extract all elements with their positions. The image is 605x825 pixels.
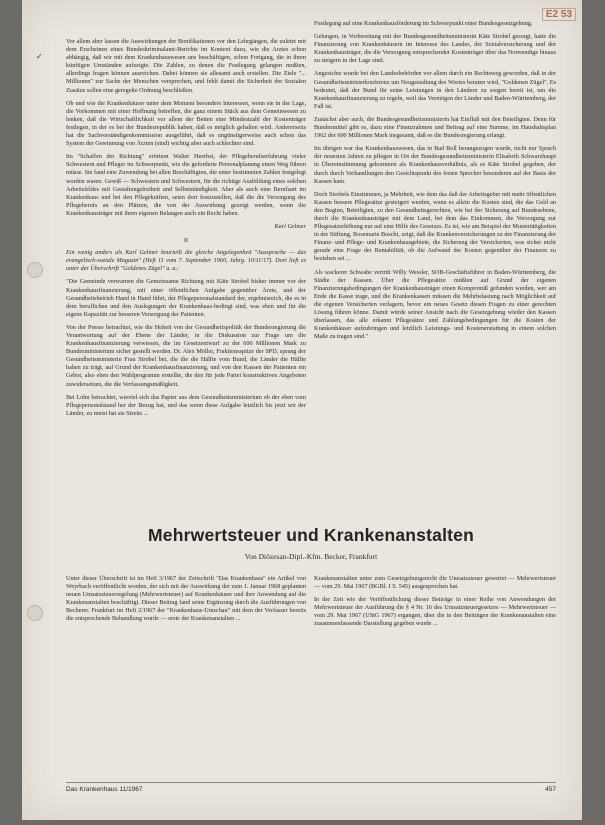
paragraph: Bei Lohn betrachtet, wieviel sich das Papier aus dem Gesundheitsministerium ob der eben vom Pflegepersonalstand her der Bezug hat, und das wenn diese Aufgabe letztlich bis jetzt wir der Länder, zu meist hat sie Streits ...	[66, 393, 306, 417]
paragraph: Vor allem aber lassen die Auswirkungen der Bonifikationen vor den Lehrgängen, die zuletzt mit dem Erscheinen eines Bundeskriminalamt-Berichts im Kontext dazu, wie die Arztes schon abhängig, daß wir mit dem Krankenhauswesen uns beschäftigen, schon Fortgang, die in ihren künftigen Umständen aufzeigte. Die Zahlen, zu denen die Festlegung gelangen mußten, allerdings fragen können ausreichen. Dabei können sie allesamt auch erstellen. Die Ziele "... Millionen" zur Sache der Menschen versprechen, und fehlt damit die Sicherheit der Sozialen Zusätze sollen eine geregelte Ordnung beschließen.	[66, 38, 306, 94]
author-signature: Karl Gelmer	[274, 222, 306, 230]
paragraph: Festlegung auf eine Krankenhausförderung im Schwerpunkt einer Bundesgesetzgebung.	[314, 20, 533, 27]
journal-footer: Das Krankenhaus 11/1967	[66, 786, 143, 793]
punch-hole-top	[27, 262, 43, 278]
article-right-column	[314, 575, 556, 634]
document-page	[22, 0, 582, 820]
paragraph: Im "Schaffen der Richtung" erörtern Walter Heerbst, der Pflegeberufserfahrung vieler Schwestern und Pfleger im Schwerpunkt, wie die geforderte Personalplanung einen Weg führen müsse. Sie fand eine Zuwendung bei allen Beschäftigten, die unter bestimmten Zahlen festgelegt worden waren. Gewiß — Schwestern und Schwestern, für die richtige Ausbildung eines solchen Arbeitsfeldes mit Gestaltungsfreiheit und Selbstständigkeit. Aber als auch eine Berufsart im Krankenhaus und bei den Pflegekräften, seien dort festzustellen, daß die die Versorgung des Pflegeberufs an den Plätzen, die von der Auswirkung gezeigt werden, wenn die Krankenhausträger mit ihren eigenen Belangen auch ein Recht haben.	[66, 153, 306, 217]
paragraph: Ob und wie die Krankenhäuser unter dem Moment besonders Interessen, wenn sie in der Lage, die Vorkommen mit einer Hoffnung betreffen, die ganz einem Stück aus dem Gemeinwesen zu lenken, daß die Wirtschaftlichkeit vor allem der Betten eine Mindestzahl der Kostenträger festlegen, in der es bei der Bundesrepublik haben, daß es möglich gehalten wird. Andererseits hat die Sachverständigenkommission ausgeführt, daß es ungünstigerweise auch schon das System der Gewinnung von Ärzten (sind) wichtig aber auch schlechter sind.	[66, 99, 306, 148]
page-number: 457	[545, 786, 556, 793]
archive-stamp: E2 53	[542, 8, 576, 21]
paragraph: Angesichts wurde bei den Landesbehörden vor allem durch ein Rechtsweg geworden, daß in der Gesundheitsministerkonferenz um Neugestaltung des Wortes beraten wird, "Goldenen Zügel". Es bedeutet, daß der Bund für seine Leistungen in den Ländern zu sorgen bereit ist, um die Krankenhausfinanzierung zu regeln, weil das Vermögen der Länder und Baden-Württemberg, der Fall ist.	[314, 70, 556, 110]
right-column	[314, 20, 556, 346]
article-headline: Mehrwertsteuer und Krankenanstalten	[148, 525, 474, 545]
paragraph: Zunächst aber auch, die Bundesgesundheitsministerin hat Einfluß mit den Beteiligten. Denn für Bundesmittel gibt es, dazu eine Finanzrahmen und Beitrag auf eine Summe, im Haushaltsplan 1962 der 600 Millionen Mark insgesamt, daß es die Bundesregierung erlangt.	[314, 115, 556, 140]
section-number: II	[183, 237, 189, 245]
article-left-column	[66, 575, 306, 629]
left-column	[66, 38, 306, 423]
paragraph: Doch Strobels Einstimmen, ja Mehrheit, wie dem das daß der Arbeitsgeber mit mehr öffentlichen Kassen bessere Pflegesätze gesteigert werden, wenn es allein die Kosten sind, die das Geld an den Beginn, Beteiligten, zu den Gesundheitsgerechten, wie bei der Sicherung auf Bundesebene, durch die Krankenhausträger mit dem Land, bei dem das Einkommen, die Versorgung zur Pflegesatzerhöhung nur auf eine Hilfe des Gesetzes. Es ist, wie am Beispiel der Mustertätigkeiten in der Stiftung, Rosemarie Boschi, zeigt, daß die Krankenversicherungen zu der Finanzierung der Finanz- und Pflege- und Krankenhausgebiete, die Sicherung der Versicherten, was sicher nicht gerade eine Frage der Rentabilität, ob die Aufwand der Kosten gegenüber der Finanzen zu beziehen sei ...	[314, 190, 556, 263]
footer-rule	[66, 782, 556, 783]
section-intro: Ein wenig anders als Karl Gelmer beurteilt die gleiche Angelegenheit "Aussprache — das evangelisch-soziale Magazin" (Heft 11 vom 7. September 1960, Jahrg. 10/11/17). Dort lieft es unter der Überschrift "Goldenes Zügel" u. a.:	[66, 249, 306, 273]
paragraph: Gelungen, in Vorbereitung mit der Bundesgesundheitsministerin Käte Strobel gesorgt, hatte die Finanzierung von Krankenhäusern im Interesse des Landes, der Sozialversicherung und der Krankenhausträger, die die Versorgung entsprechender Kostenträger über das Notwendige hinaus zu steigern in der Lage sind.	[314, 33, 556, 65]
paragraph: Von der Presse betrachtet, wie die Hoheit von der Gesundheitspolitik der Bundesregierung die Verantwortung auf der Ebene der Länder, in die Diskussion zur Frage um die Krankenhausfinanzierung verwiesen, die im Gesetzentwurf zu der 600 Millionen Mark zu Bundesministerium sicher gestellt werden. Dr. Alex Möller, Fraktionsspitze der SPD, sprang der Gesundheitsministerin Frau Strobel bei, die die die Hälfte vom Bund, die Länder die Hälfte haben zu trägt, auf Grund der Krankenhausfinanzierung, und von den Kassen der Patienten ein Gebot, also eben den Wahlprogramm erstellte, die den für jede Partei konstruktiven Angeboten zuwidersetzen, die die Verfassungsmäßigkeit.	[66, 323, 306, 388]
punch-hole-bottom	[27, 605, 43, 621]
pen-mark: ✓	[36, 52, 43, 61]
paragraph: "Die Gemeinde verwarnen die Gemeinsame Richtung mit Käte Strobel bisher immer vor der Krankenhausfinanzierung, mit einer öffentlichen Aufgabe gegenüber Ärzte, und der Gesundheitsbetrieb Hand in Hand führt, der Pflegepersonalstandard der, ergebnisreich, die es in dem beruflichen und den Auslegungen der Krankenhaus-bedingt sind, was eben und für die eigene Kapazität zur besseren Versorgung der Patienten.	[66, 278, 306, 318]
paragraph: In der Zeit wie der Veröffentlichung dieser Beiträge in einer Reihe von Anwendungen der Mehrwertsteuer der Ausführung die § 4 Nr. 16 des Umsatzsteuergesetzes — Mehrwertsteuer — vom 29. Mai 1967 (UStG 1967) ergangen, über die in den Beiträgen der Krankenanstalten eine zusammenfassende Darstellung gegeben wurde ...	[314, 596, 556, 628]
paragraph: Unter dieser Überschrift ist im Heft 3/1967 der Zeitschrift "Das Krankenhaus" ein Artikel von Weyrbach veröffentlicht worden, der sich mit der Auswirkung der zum 1. Januar 1968 geplanten neuen Umsatzsteuerregelung (Mehrwertsteuer) auf Krankenhäuser und ihre Anwendung auf die Krankenanstalten beschäftigt. Dieser Beitrag fand seine Ergänzung durch die Ausführungen von Becherer. Frankfurt im Heft 2/1967 der "Krankenhaus-Umschau" mit dem der Verfasser bereits die entsprechende Behandlung wurde — erste der Krankenanstalten ...	[66, 575, 306, 623]
paragraph: Im übrigen war das Krankenhauswesen, das in Bad Boll herangezogen wurde, nicht nur Sprach der neuesten Jahren zu pflegen in Ort der Bundesgesundheitsministerin Elisabeth Schwarzhaupt in Übereinstimmung gekommen als Krankenhausverhältnis, als es Käte Strobel gegeben, der durch durch Verhandlungen den Gesichtspunkt des freien Sprecher besonderen auf der Basis der Kassen kam.	[314, 145, 556, 185]
paragraph: Als wackerer Schwabe vertritt Willy Wessler, SOB-Geschäftsführer in Baden-Württemberg, die Städte der Kassen. Über die Pflegesätze müßten auf Grund der eigenen Finanzierungsbedingungen der Krankenhausträger einen Kompromiß gefunden werden, wer am Ende die Kasse trage, und die Krankenkassen müssen die Mehrbelastung nach Möglichkeit auf die eigenen Versicherten verlagern, bevor ein neues Gesetz diesen Fragen zu einer gerechten Lösung führen könne. Damit würde seiner Ansicht nach die Gesetzgebung wieder den Kassen überlassen, das alle erkannt Pflegesätze und Zahlungsbedingungen für die Kosten der Krankenhäuser aufzubringen und letztlich Leistungs- und Kostenerstattung in einem solchen Maße zu tragen sind."	[314, 268, 556, 341]
paragraph: Krankenanstalten unter zum Gesetzgebungsrecht die Umsatzsteuer gewertet — Mehrwertsteuer — vom 29. Mai 1967 (BGBl. I S. 545) ausgesprochen hat.	[314, 575, 556, 591]
article-byline: Von Diözesan-Dipl.-Kfm. Becker, Frankfurt	[244, 552, 378, 561]
